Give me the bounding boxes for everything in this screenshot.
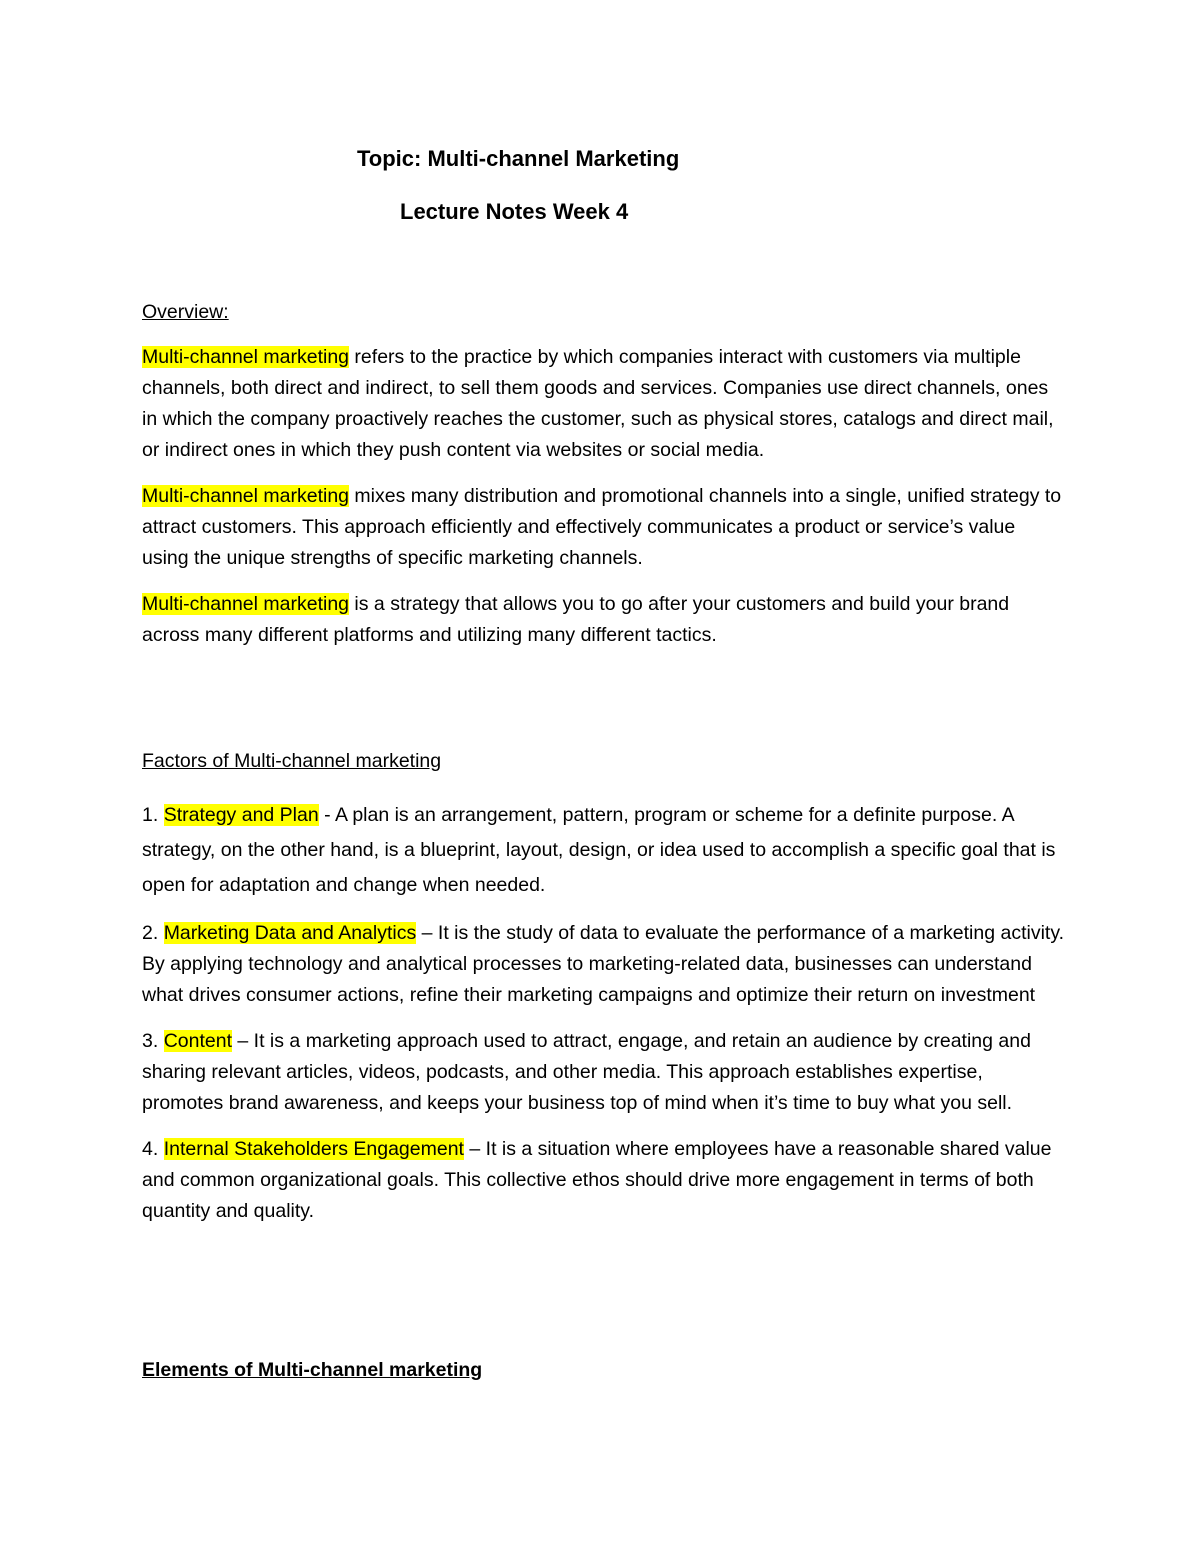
factor-number: 4. <box>142 1138 164 1160</box>
factor-item <box>142 1026 1067 1119</box>
factor-text: – It is the study of data to evaluate the performance of a marketing activity. By applying technology and analytical processes to marketing-related data, businesses can understand what drives consumer actions, refine their marketing campaigns and optimize their return on investment <box>142 922 1065 1006</box>
factor-item <box>142 918 1067 1011</box>
highlighted-term: Multi-channel marketing <box>142 593 350 615</box>
factors-heading: Factors of Multi-channel marketing <box>142 750 442 772</box>
overview-paragraph <box>142 342 1067 466</box>
factor-number: 1. <box>142 804 164 826</box>
overview-body <box>142 342 1067 651</box>
overview-paragraph <box>142 589 1067 651</box>
factor-item <box>142 798 1067 903</box>
factor-term: Strategy and Plan <box>163 804 319 826</box>
factor-term: Marketing Data and Analytics <box>163 922 417 944</box>
document-title: Topic: Multi-channel Marketing <box>357 146 680 171</box>
factor-text: - A plan is an arrangement, pattern, program or scheme for a definite purpose. A strategy, on the other hand, is a blueprint, layout, design, or idea used to accomplish a specific goal that is open for adaptation and change when needed. <box>142 804 1056 896</box>
document-subtitle: Lecture Notes Week 4 <box>400 199 629 224</box>
factor-text: – It is a situation where employees have a reasonable shared value and common organizational goals. This collective ethos should drive more engagement in terms of both quantity and quality. <box>142 1138 1052 1222</box>
overview-section-header <box>142 297 1067 328</box>
overview-paragraph <box>142 481 1067 574</box>
overview-heading: Overview: <box>142 301 229 323</box>
elements-heading: Elements of Multi-channel marketing <box>142 1359 483 1381</box>
factor-number: 3. <box>142 1030 164 1052</box>
highlighted-term: Multi-channel marketing <box>142 485 350 507</box>
highlighted-term: Multi-channel marketing <box>142 346 350 368</box>
factor-item <box>142 1134 1067 1227</box>
paragraph-text: refers to the practice by which companies interact with customers via multiple channels, both direct and indirect, to sell them goods and services. Companies use direct channels, ones in which the company proactively reaches the customer, such as physical stores, catalogs and direct mail, or indirect ones in which they push content via websites or social media. <box>142 346 1054 461</box>
elements-section-header <box>142 1355 1067 1386</box>
factors-section-header <box>142 746 1067 777</box>
paragraph-text: is a strategy that allows you to go after your customers and build your brand across many different platforms and utilizing many different tactics. <box>142 593 1010 646</box>
factors-list <box>142 798 1067 1227</box>
factor-term: Content <box>163 1030 232 1052</box>
factor-text: – It is a marketing approach used to attract, engage, and retain an audience by creating and sharing relevant articles, videos, podcasts, and other media. This approach establishes expertise, promotes brand awareness, and keeps your business top of mind when it’s time to buy what you sell. <box>142 1030 1031 1114</box>
factor-term: Internal Stakeholders Engagement <box>163 1138 464 1160</box>
factor-number: 2. <box>142 922 164 944</box>
paragraph-text: mixes many distribution and promotional channels into a single, unified strategy to attract customers. This approach efficiently and effectively communicates a product or service’s value using the unique strengths of specific marketing channels. <box>142 485 1062 569</box>
